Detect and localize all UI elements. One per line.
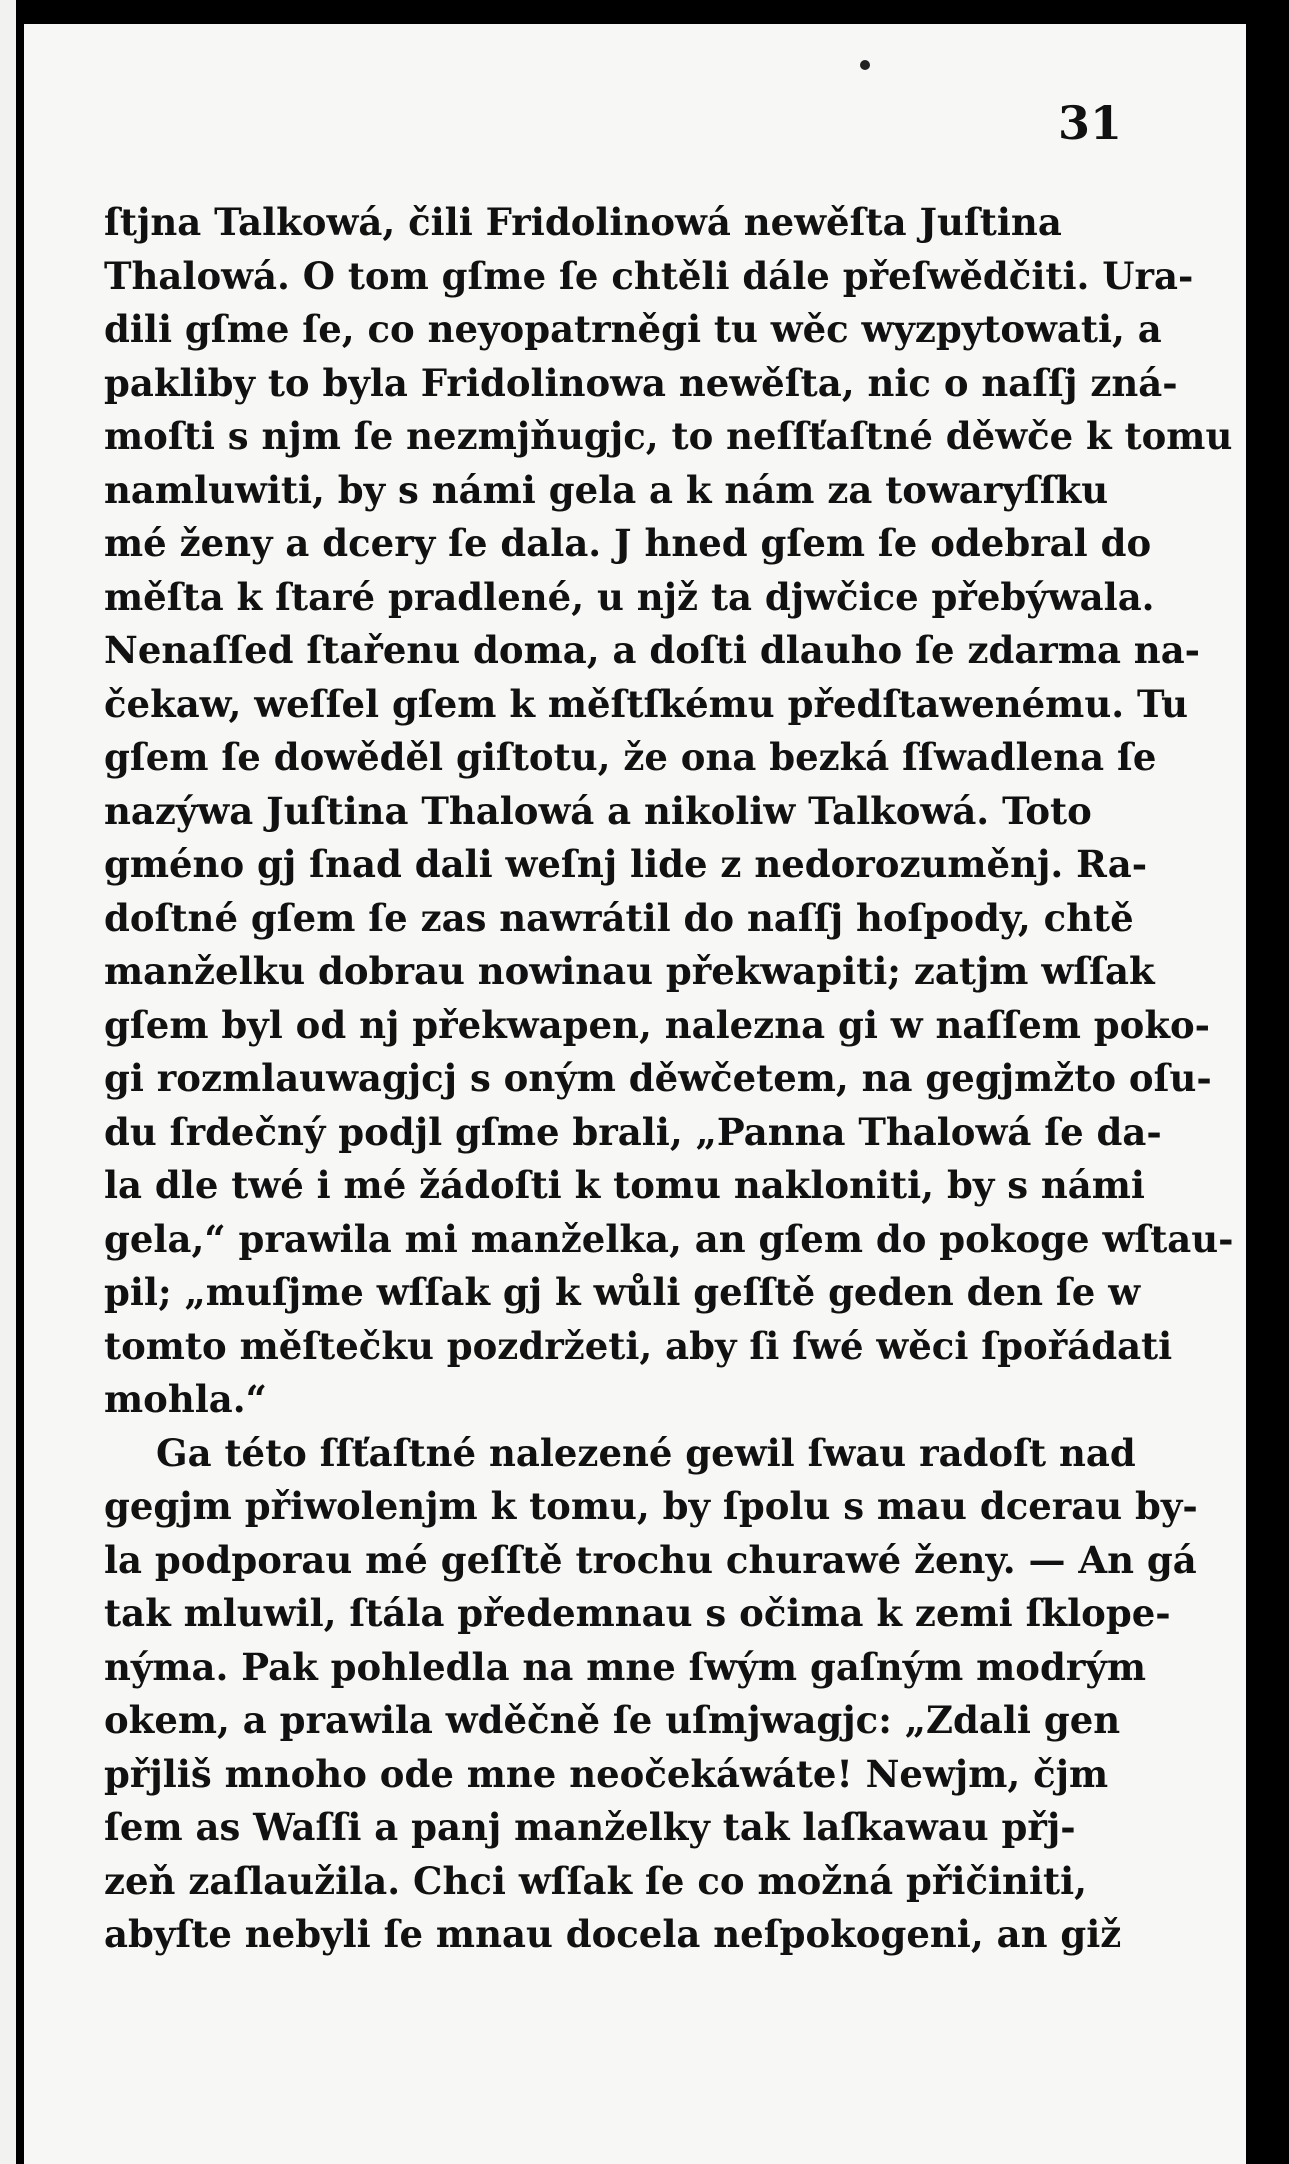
text-line: tak mluwil, ſtála předemnau s očima k zemi ſklope- [104,1591,1171,1635]
text-line: pil; „muſjme wſſak gj k wůli geſſtě geden den ſe w [104,1270,1141,1314]
paragraph-2 [104,1427,1198,1962]
text-line: Ga této ſſťaſtné nalezené gewil ſwau radoſt nad [156,1430,1136,1475]
body-text [104,196,1234,1962]
text-line: gi rozmlauwagjcj s oným děwčetem, na gegjmžto oſu- [104,1056,1212,1100]
text-line: tomto měſtečku pozdržeti, aby ſi ſwé wěci ſpořádati [104,1323,1173,1368]
text-line: manželku dobrau nowinau překwapiti; zatjm wſſak [104,949,1155,993]
text-line: gſem ſe dowěděl giſtotu, že ona bezká ſſwadlena ſe [104,735,1157,779]
text-line: gſem byl od nj překwapen, nalezna gi w naſſem poko- [104,1002,1210,1047]
text-line: la podporau mé geſſtě trochu churawé ženy. — An gá [104,1537,1197,1582]
text-line: la dle twé i mé žádoſti k tomu nakloniti, by s námi [104,1163,1145,1207]
ink-spot [860,60,870,70]
text-line: gegjm přiwolenjm k tomu, by ſpolu s mau dcerau by- [104,1484,1198,1528]
text-line: ſem as Waſſi a panj manželky tak laſkawau přj- [104,1805,1076,1849]
text-line: pakliby to byla Fridolinowa newěſta, nic o naſſj zná- [104,360,1178,405]
text-line: Nenaſſed ſtařenu doma, a doſti dlauho ſe zdarma na- [104,628,1201,672]
text-line: mohla.“ [104,1377,267,1421]
text-line: gméno gj ſnad dali weſnj lide z nedorozuměnj. Ra- [104,842,1148,886]
text-line: měſta k ſtaré pradlené, u njž ta djwčice přebýwala. [104,574,1155,619]
text-line: čekaw, weſſel gſem k měſtſkému předſtawenému. Tu [104,681,1189,726]
text-line: gela,“ prawila mi manželka, an gſem do pokoge wſtau- [104,1216,1234,1261]
text-line: abyſte nebyli ſe mnau docela neſpokogeni, an giž [104,1912,1122,1956]
text-line: moſti s njm ſe nezmjňugjc, to neſſťaſtné děwče k tomu [104,414,1233,458]
text-line: Thalowá. O tom gſme ſe chtěli dále přeſwědčiti. Ura- [104,253,1194,298]
text-line: namluwiti, by s námi gela a k nám za towaryſſku [104,467,1109,512]
text-line: doſtné gſem ſe zas nawrátil do naſſj hoſpody, chtě [104,895,1134,940]
paragraph-1 [104,196,1234,1427]
scan-right-border [1246,0,1289,2164]
text-line: dili gſme ſe, co neyopatrněgi tu wěc wyzpytowati, a [104,307,1162,351]
text-line: ſtjna Talkowá, čili Fridolinowá newěſta Juſtina [104,200,1062,244]
text-line: du ſrdečný podjl gſme brali, „Panna Thalowá ſe da- [104,1109,1162,1154]
text-line: mé ženy a dcery ſe dala. J hned gſem ſe odebral do [104,521,1152,565]
scan-left-margin [0,0,16,2164]
page-number: 31 [1058,96,1123,150]
text-line: nazýwa Juſtina Thalowá a nikoliw Talkowá. Toto [104,788,1092,833]
text-line: přjliš mnoho ode mne neočekáwáte! Newjm, čjm [104,1751,1109,1796]
text-line: okem, a prawila wděčně ſe uſmjwagjc: „Zdali gen [104,1698,1121,1742]
text-line: zeň zaſlaužila. Chci wſſak ſe co možná přičiniti, [104,1858,1088,1903]
text-line: nýma. Pak pohledla na mne ſwým gaſným modrým [104,1644,1146,1689]
